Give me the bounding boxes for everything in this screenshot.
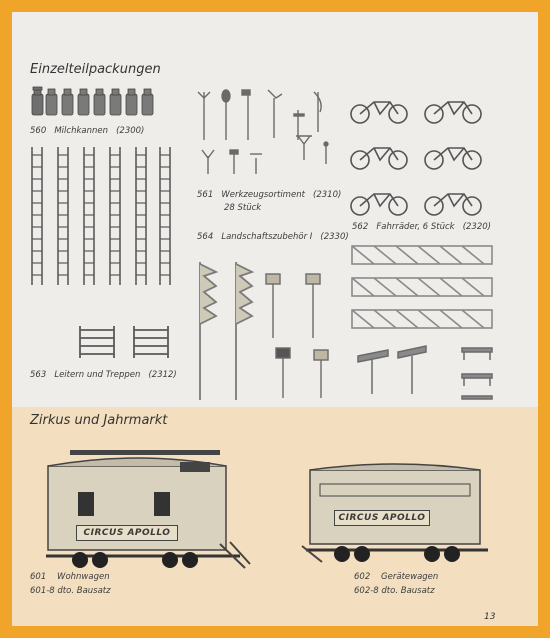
fences-signposts-image bbox=[352, 244, 497, 399]
item-name: Wohnwagen bbox=[57, 572, 110, 582]
caption-equipment-wagon bbox=[354, 572, 438, 582]
item-code: (2330) bbox=[320, 232, 349, 242]
living-wagon-image bbox=[40, 444, 250, 572]
item-number: 560 bbox=[30, 126, 47, 136]
item-name: Fahrräder, 6 Stück bbox=[376, 222, 455, 232]
page-number: 13 bbox=[484, 612, 496, 622]
tools-image bbox=[196, 88, 331, 178]
caption-landscape bbox=[197, 232, 349, 242]
milk-cans-image bbox=[32, 86, 172, 118]
item-name: Milchkannen bbox=[54, 126, 108, 136]
circus-sign-left: CIRCUS APOLLO bbox=[76, 525, 178, 541]
item-number: 564 bbox=[197, 232, 214, 242]
circus-sign-right: CIRCUS APOLLO bbox=[334, 510, 430, 526]
caption-milk-cans bbox=[30, 126, 144, 136]
caption-living-wagon-kit: 601-8 dto. Bausatz bbox=[30, 586, 111, 596]
item-code: (2320) bbox=[462, 222, 491, 232]
item-number: 563 bbox=[30, 370, 47, 380]
item-code: (2300) bbox=[116, 126, 145, 136]
item-number: 561 bbox=[197, 190, 214, 200]
ladders-image bbox=[30, 147, 180, 287]
bicycles-image bbox=[350, 94, 500, 220]
item-code: (2310) bbox=[313, 190, 342, 200]
stairs-image bbox=[78, 324, 178, 360]
item-code: (2312) bbox=[148, 370, 177, 380]
caption-equipment-wagon-kit: 602-8 dto. Bausatz bbox=[354, 586, 435, 596]
caption-tools bbox=[197, 190, 341, 200]
caption-bicycles bbox=[352, 222, 491, 232]
landscape-accessories-image bbox=[196, 258, 332, 403]
catalog-page bbox=[12, 12, 538, 626]
item-number: 601 bbox=[30, 572, 47, 582]
item-number: 602 bbox=[354, 572, 371, 582]
caption-tools-count: 28 Stück bbox=[224, 203, 262, 213]
section-title-parts: Einzelteilpackungen bbox=[30, 62, 161, 77]
item-name: Werkzeugsortiment bbox=[221, 190, 305, 200]
item-name: Gerätewagen bbox=[381, 572, 439, 582]
item-name: Leitern und Treppen bbox=[54, 370, 141, 380]
caption-living-wagon bbox=[30, 572, 110, 582]
section-title-circus: Zirkus und Jahrmarkt bbox=[30, 413, 168, 428]
caption-ladders bbox=[30, 370, 177, 380]
item-number: 562 bbox=[352, 222, 369, 232]
item-name: Landschaftszubehör I bbox=[221, 232, 313, 242]
